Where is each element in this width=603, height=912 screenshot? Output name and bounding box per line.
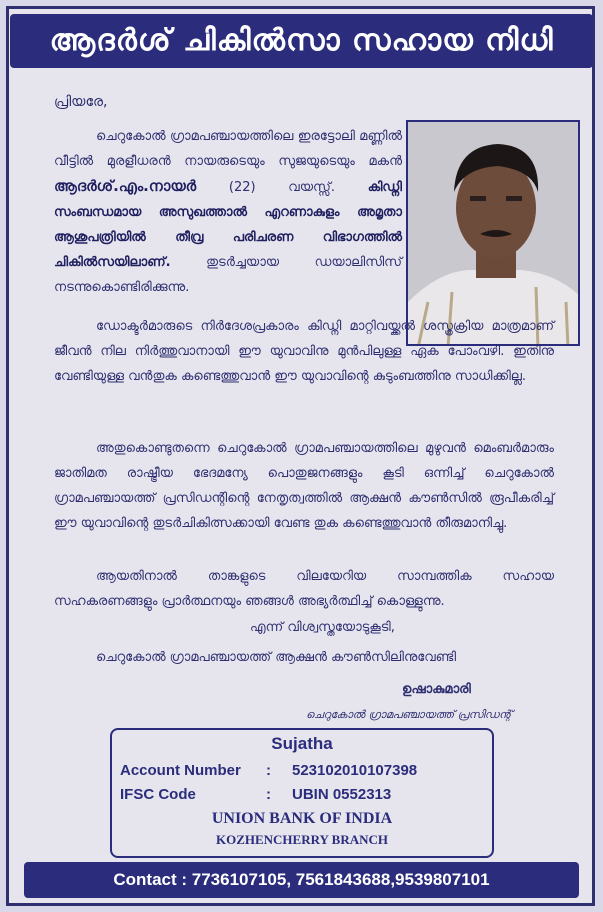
signatory-name: ഉഷാകുമാരി xyxy=(402,682,471,697)
ifsc-label: IFSC Code xyxy=(120,786,196,803)
account-number-separator: : xyxy=(266,762,271,779)
ifsc-value: UBIN 0552313 xyxy=(292,786,392,803)
ifsc-row xyxy=(120,786,391,803)
bank-details-box xyxy=(110,728,494,858)
paragraph-1-text1: ചെറുകോൽ ഗ്രാമപഞ്ചായത്തിലെ ഇരട്ടോലി മണ്ണിൽ വീട്ടിൽ മുരളീധരൻ നായരുടെയും സുജയുടെയും മകൻ xyxy=(54,129,402,169)
patient-name: ആദർശ്.എം.നായർ xyxy=(54,177,197,195)
paragraph-4 xyxy=(54,564,554,614)
patient-photo-image xyxy=(408,122,580,346)
paragraph-1-bold: കിഡ്നി സംബന്ധമായ അസുഖത്താൽ എറണാകുളം അമൃതാ ആശുപത്രിയിൽ തീവ്ര പരിചരണ വിഭാഗത്തിൽ ചികിൽസയിലാണ്. xyxy=(54,180,402,270)
account-number-label: Account Number xyxy=(120,762,241,779)
paragraph-3 xyxy=(54,436,554,536)
contact-numbers: Contact : 7736107105, 7561843688,9539807101 xyxy=(24,862,579,898)
paragraph-4-text: ആയതിനാൽ താങ്കളുടെ വിലയേറിയ സാമ്പത്തിക സഹായ സഹകരണങ്ങളും പ്രാർത്ഥനയും ഞങ്ങൾ അഭ്യർത്ഥിച്ച് കൊള്ളുന്നു. xyxy=(54,569,554,609)
paragraph-1-text3: തുടർച്ചയായ ഡയാലിസിസ് നടന്നുകൊണ്ടിരിക്കുന്നു. xyxy=(54,255,402,295)
page-title: ആദർശ് ചികിൽസാ സഹായ നിധി xyxy=(10,14,593,68)
paragraph-1 xyxy=(54,124,402,300)
account-number-row xyxy=(120,762,417,779)
paragraph-2 xyxy=(54,314,554,389)
paragraph-2-text: ഡോക്ടർമാരുടെ നിർദേശപ്രകാരം കിഡ്നി മാറ്റിവയ്ക്കൽ ശസ്ത്രക്രിയ മാത്രമാണ് ജീവൻ നില നിർത്തുവാനായി ഈ യുവാവിനു മുൻപിലുള്ള ഏക പോംവഴി. ഇതിനു വേണ്ടിയുള്ള വൻതുക കണ്ടെത്തുവാൻ ഈ യുവാവിന്റെ കുടുംബത്തിനു സാധിക്കില്ല. xyxy=(54,319,554,384)
account-holder-name: Sujatha xyxy=(271,734,333,753)
paragraph-3-text: അതുകൊണ്ടുതന്നെ ചെറുകോൽ ഗ്രാമപഞ്ചായത്തിലെ മുഴുവൻ മെംബർമാരും ജാതിമത രാഷ്ട്രീയ ഭേദമന്യേ പൊതുജനങ്ങളും കൂടി ഒന്നിച്ച് ചെറുകോൽ ഗ്രാമപഞ്ചായത്ത് പ്രസിഡന്റിന്റെ നേതൃത്വത്തിൽ ആക്ഷൻ കൗൺസിൽ രൂപീകരിച്ച് ഈ യുവാവിന്റെ തുടർചികിത്സക്കായി വേണ്ട തുക കണ്ടെത്തുവാൻ തീരുമാനിച്ചു. xyxy=(54,441,554,531)
greeting: പ്രിയരേ, xyxy=(54,94,108,110)
bank-branch: KOZHENCHERRY BRANCH xyxy=(215,832,389,847)
closing-line-1: എന്ന് വിശ്വസ്തയോടുകൂടി, xyxy=(250,620,395,635)
closing-line-2: ചെറുകോൽ ഗ്രാമപഞ്ചായത്ത് ആക്ഷൻ കൗൺസിലിനുവേണ്ടി xyxy=(96,650,457,665)
bank-name: UNION BANK OF INDIA xyxy=(211,810,393,827)
paragraph-1-text2: (22) വയസ്സ്. xyxy=(196,180,368,195)
signatory-title: ചെറുകോൽ ഗ്രാമപഞ്ചായത്ത് പ്രസിഡന്റ് xyxy=(306,708,512,721)
account-number-value: 523102010107398 xyxy=(292,762,418,779)
patient-photo xyxy=(406,120,580,346)
ifsc-separator: : xyxy=(266,786,271,803)
